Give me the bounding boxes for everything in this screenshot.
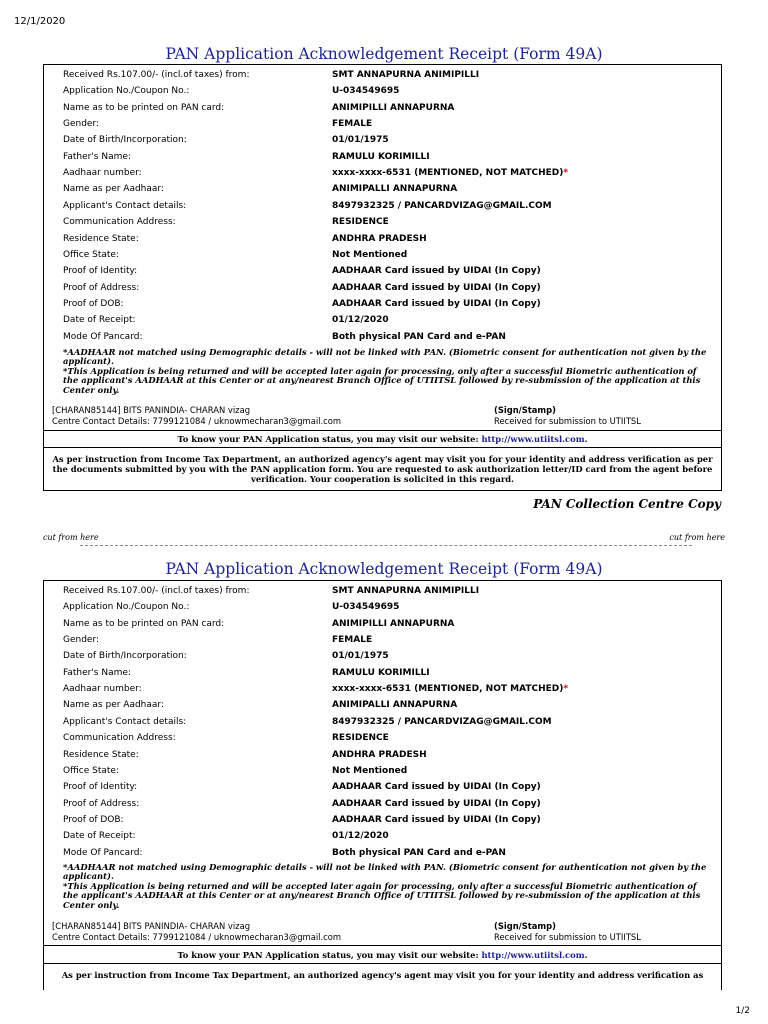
centre-agent: [CHARAN85144] BITS PANINDIA- CHARAN vizag — [52, 921, 251, 931]
field-value — [332, 151, 430, 163]
field-value-text: ANIMIPALLI ANNAPURNA — [332, 700, 458, 711]
field-value — [332, 118, 372, 130]
field-value — [332, 683, 568, 695]
field-value — [332, 830, 389, 842]
field-label: Communication Address: — [63, 733, 176, 744]
field-value — [332, 200, 552, 212]
field-value — [332, 298, 541, 310]
field-value-text: AADHAAR Card issued by UIDAI (In Copy) — [332, 814, 541, 825]
field-label: Proof of Identity: — [63, 266, 138, 277]
field-label: Communication Address: — [63, 217, 176, 228]
field-value-text: AADHAAR Card issued by UIDAI (In Copy) — [332, 782, 541, 793]
field-value-text: SMT ANNAPURNA ANIMIPILLI — [332, 70, 480, 80]
field-label: Office State: — [63, 765, 119, 776]
print-date: 12/1/2020 — [14, 16, 66, 27]
status-line — [48, 434, 717, 444]
status-text: To know your PAN Application status, you may visit our website: — [177, 950, 482, 960]
centre-contact: Centre Contact Details: 7799121084 / uknowmecharan3@gmail.com — [52, 416, 342, 426]
centre-contact: Centre Contact Details: 7799121084 / uknowmecharan3@gmail.com — [52, 932, 342, 942]
field-value — [332, 265, 541, 277]
field-value — [332, 233, 427, 245]
field-value-text: xxxx-xxxx-6531 (MENTIONED, NOT MATCHED) — [332, 684, 564, 695]
field-value — [332, 716, 552, 728]
field-value-text: 01/12/2020 — [332, 315, 389, 326]
field-label: Mode Of Pancard: — [63, 331, 143, 342]
field-label: Proof of DOB: — [63, 298, 124, 309]
divider — [44, 963, 721, 964]
verification-instruction: As per instruction from Income Tax Department, an authorized agency's agent may visit you for your identity and address verification as — [61, 970, 704, 980]
cut-line — [80, 545, 692, 546]
field-value — [332, 732, 389, 744]
field-value-text: RAMULU KORIMILLI — [332, 667, 430, 678]
field-value-text: ANIMIPILLI ANNAPURNA — [332, 102, 455, 113]
receipt-box — [43, 580, 722, 990]
divider — [44, 447, 721, 448]
field-value — [332, 585, 479, 597]
field-value-text: 01/01/1975 — [332, 135, 389, 146]
field-value — [332, 601, 399, 613]
field-value-text: ANIMIPALLI ANNAPURNA — [332, 184, 458, 195]
field-value-text: ANDHRA PRADESH — [332, 749, 427, 760]
field-value — [332, 282, 541, 294]
receipt-title: PAN Application Acknowledgement Receipt (Form 49A) — [165, 560, 603, 578]
field-value-text: RAMULU KORIMILLI — [332, 151, 430, 162]
receipt-title: PAN Application Acknowledgement Receipt (Form 49A) — [165, 45, 603, 63]
returned-note: *This Application is being returned and will be accepted later again for processing, only after a successful Biometric authentication of the applicant's AADHAAR at this Center or at any/nearest Branch Office of UTIITSL followed by re-submission of the application at this Center only. — [63, 366, 701, 395]
field-value — [332, 85, 399, 97]
status-line — [48, 950, 717, 960]
field-value-text: SMT ANNAPURNA ANIMIPILLI — [332, 586, 480, 596]
field-label: Office State: — [63, 249, 119, 260]
cut-label-right: cut from here — [669, 533, 725, 542]
website-link[interactable]: http://www.utiitsl.com — [481, 950, 585, 960]
field-label: Name as per Aadhaar: — [63, 700, 164, 711]
field-value — [332, 618, 454, 630]
field-label: Aadhaar number: — [63, 684, 142, 695]
field-value-text: Not Mentioned — [332, 765, 408, 776]
field-value — [332, 650, 389, 662]
field-value — [332, 749, 427, 761]
field-value — [332, 814, 541, 826]
page-number: 1/2 — [735, 1006, 750, 1016]
field-value — [332, 798, 541, 810]
field-value — [332, 249, 407, 261]
centre-agent: [CHARAN85144] BITS PANINDIA- CHARAN vizag — [52, 405, 251, 415]
field-value-text: 8497932325 / PANCARDVIZAG@GMAIL.COM — [332, 716, 552, 727]
website-link[interactable]: http://www.utiitsl.com — [481, 434, 585, 444]
field-value-text: AADHAAR Card issued by UIDAI (In Copy) — [332, 798, 541, 809]
field-value — [332, 667, 430, 679]
field-value — [332, 167, 568, 179]
field-label: Proof of Address: — [63, 798, 140, 809]
field-label: Mode Of Pancard: — [63, 847, 143, 858]
field-label: Residence State: — [63, 233, 139, 244]
status-text: To know your PAN Application status, you may visit our website: — [177, 434, 482, 444]
field-label: Date of Receipt: — [63, 315, 136, 326]
verification-instruction: As per instruction from Income Tax Department, an authorized agency's agent may visit you for your identity and address verification as per the documents submitted by you with the PAN application form. You are requested to ask authorization letter/ID card from the agent before verification. Your cooperation is solicited in this regard. — [52, 454, 713, 484]
field-value-text: 01/12/2020 — [332, 831, 389, 842]
field-value-text: 8497932325 / PANCARDVIZAG@GMAIL.COM — [332, 200, 552, 211]
field-value-text: FEMALE — [332, 635, 373, 646]
field-value-text: U-034549695 — [332, 86, 400, 97]
status-end: . — [584, 434, 588, 444]
field-value-text: ANDHRA PRADESH — [332, 233, 427, 244]
field-value — [332, 765, 407, 777]
field-label: Received Rs.107.00/- (incl.of taxes) from: — [63, 70, 250, 80]
field-label: Proof of Address: — [63, 282, 140, 293]
field-label: Name as per Aadhaar: — [63, 184, 164, 195]
cut-label-left: cut from here — [43, 533, 99, 542]
field-label: Date of Birth/Incorporation: — [63, 651, 187, 662]
field-value-text: AADHAAR Card issued by UIDAI (In Copy) — [332, 266, 541, 277]
copy-label: PAN Collection Centre Copy — [533, 497, 721, 511]
received-for-submission: Received for submission to UTIITSL — [494, 932, 641, 942]
field-value-text: 01/01/1975 — [332, 651, 389, 662]
field-label: Residence State: — [63, 749, 139, 760]
field-label: Date of Receipt: — [63, 831, 136, 842]
aadhaar-note: *AADHAAR not matched using Demographic details - will not be linked with PAN. (Biometric consent for authentication not given by the applicant). — [63, 347, 707, 367]
field-value-text: AADHAAR Card issued by UIDAI (In Copy) — [332, 298, 541, 309]
field-value-text: Both physical PAN Card and e-PAN — [332, 331, 506, 342]
field-value — [332, 634, 372, 646]
field-value-text: ANIMIPILLI ANNAPURNA — [332, 618, 455, 629]
field-value-text: RESIDENCE — [332, 217, 389, 228]
field-value-text: FEMALE — [332, 119, 373, 130]
field-label: Father's Name: — [63, 667, 131, 678]
field-value — [332, 216, 389, 228]
field-label: Gender: — [63, 119, 100, 130]
field-label: Proof of DOB: — [63, 814, 124, 825]
field-label: Applicant's Contact details: — [63, 200, 187, 211]
received-for-submission: Received for submission to UTIITSL — [494, 416, 641, 426]
field-label: Name as to be printed on PAN card: — [63, 618, 225, 629]
field-value — [332, 847, 506, 859]
field-value — [332, 331, 506, 343]
field-value-text: AADHAAR Card issued by UIDAI (In Copy) — [332, 282, 541, 293]
mismatch-asterisk: * — [563, 168, 569, 179]
field-value — [332, 69, 479, 81]
field-label: Received Rs.107.00/- (incl.of taxes) from: — [63, 586, 250, 596]
sign-stamp: (Sign/Stamp) — [494, 921, 556, 931]
field-label: Date of Birth/Incorporation: — [63, 135, 187, 146]
field-label: Gender: — [63, 635, 100, 646]
field-value — [332, 314, 389, 326]
divider — [44, 945, 721, 946]
receipt-box — [43, 64, 722, 491]
field-label: Father's Name: — [63, 151, 131, 162]
field-label: Application No./Coupon No.: — [63, 602, 190, 613]
field-value — [332, 102, 454, 114]
field-label: Proof of Identity: — [63, 782, 138, 793]
returned-note: *This Application is being returned and will be accepted later again for processing, only after a successful Biometric authentication of the applicant's AADHAAR at this Center or at any/nearest Branch Office of UTIITSL followed by re-submission of the application at this Center only. — [63, 881, 701, 910]
status-end: . — [584, 950, 588, 960]
divider — [44, 430, 721, 431]
field-value — [332, 781, 541, 793]
field-value — [332, 699, 457, 711]
field-value-text: xxxx-xxxx-6531 (MENTIONED, NOT MATCHED) — [332, 168, 564, 179]
aadhaar-note: *AADHAAR not matched using Demographic details - will not be linked with PAN. (Biometric consent for authentication not given by the applicant). — [63, 862, 707, 882]
field-label: Name as to be printed on PAN card: — [63, 102, 225, 113]
field-label: Applicant's Contact details: — [63, 716, 187, 727]
mismatch-asterisk: * — [563, 684, 569, 695]
field-value-text: U-034549695 — [332, 602, 400, 613]
field-value-text: Both physical PAN Card and e-PAN — [332, 847, 506, 858]
field-label: Aadhaar number: — [63, 168, 142, 179]
field-value — [332, 183, 457, 195]
field-label: Application No./Coupon No.: — [63, 86, 190, 97]
field-value — [332, 134, 389, 146]
field-value-text: Not Mentioned — [332, 249, 408, 260]
field-value-text: RESIDENCE — [332, 733, 389, 744]
sign-stamp: (Sign/Stamp) — [494, 405, 556, 415]
